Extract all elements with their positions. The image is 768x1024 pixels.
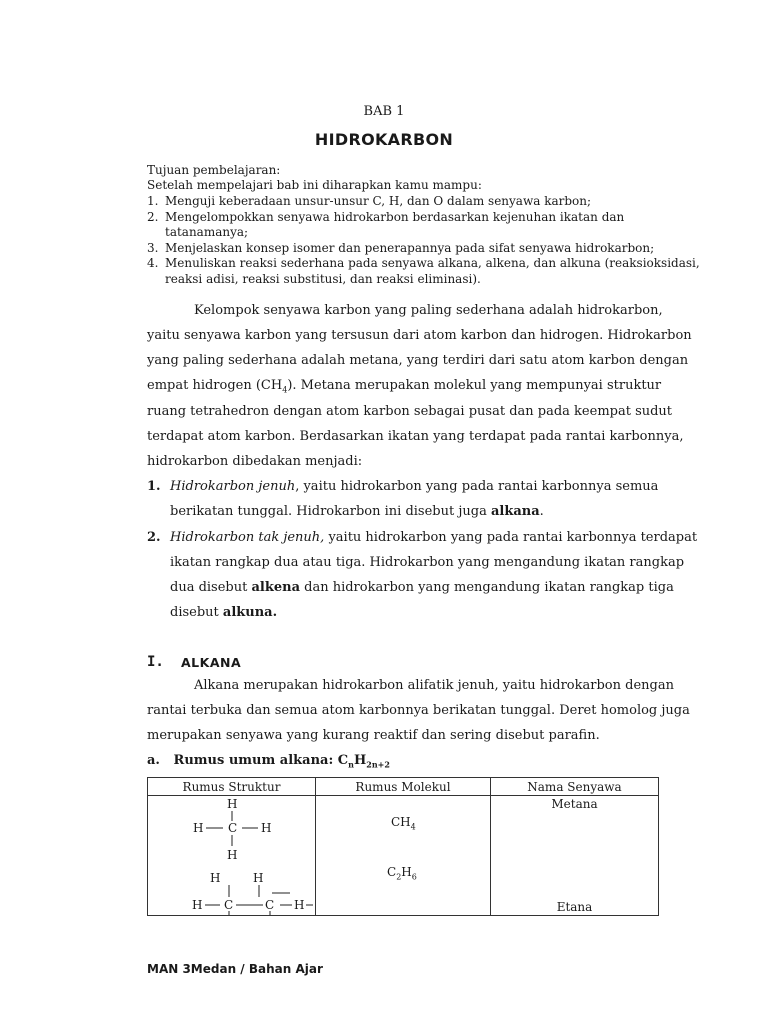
header-structure: Rumus Struktur [148,778,316,796]
list-item-line: dua disebut alkena dan hidrokarbon yang mengandung ikatan rangkap tiga [170,580,674,595]
ethane-formula: $C_2H_6$ [387,865,417,882]
methane-name: Metana [551,797,598,811]
section-title: ALKANA [181,655,242,670]
atom-h: H [261,821,272,835]
list-item-line: disebut alkuna. [170,605,278,620]
list-item-line: Hidrokarbon jenuh, yaitu hidrokarbon yang pada rantai karbonnya semua [170,479,659,494]
atom-c: C [265,898,275,912]
objective-item: 1. Menguji keberadaan unsur-unsur C, H, dan O dalam senyawa karbon; [147,194,592,208]
alkane-table [147,777,659,916]
paragraph-line: yang paling sederhana adalah metana, yang terdiri dari satu atom karbon dengan [147,353,689,368]
atom-h: H [193,821,204,835]
paragraph-line: ruang tetrahedron dengan atom karbon sebagai pusat dan pada keempat sudut [147,404,673,419]
list-number: 1. [147,479,161,494]
objective-item-cont: tatanamanya; [165,225,249,239]
atom-h: H [227,848,238,862]
general-formula: a. Rumus umum alkana: $C_nH_{2n+2}$ [147,753,390,770]
molecular-cell [316,796,491,916]
name-cell [491,796,659,916]
structure-cell [148,796,316,916]
objective-item: 3. Menjelaskan konsep isomer dan penerapannya pada sifat senyawa hidrokarbon; [147,241,655,255]
page-footer: MAN 3Medan / Bahan Ajar [147,962,323,976]
bond-lines [148,796,315,915]
list-item-line: berikatan tunggal. Hidrokarbon ini disebut juga alkana. [170,504,544,519]
paragraph-line: merupakan senyawa yang kurang reaktif dan sering disebut parafin. [147,728,600,743]
paragraph-line: Kelompok senyawa karbon yang paling sederhana adalah hidrokarbon, [194,303,663,318]
paragraph-line: yaitu senyawa karbon yang tersusun dari atom karbon dan hidrogen. Hidrokarbon [147,328,692,343]
section-number: I. [147,654,164,670]
objectives-heading: Tujuan pembelajaran: [147,163,281,177]
objective-item: 2. Mengelompokkan senyawa hidrokarbon berdasarkan kejenuhan ikatan dan [147,210,625,224]
atom-h: H [210,871,221,885]
list-item-line: ikatan rangkap dua atau tiga. Hidrokarbon yang mengandung ikatan rangkap [170,555,685,570]
paragraph-line: terdapat atom karbon. Berdasarkan ikatan yang terdapat pada rantai karbonnya, [147,429,684,444]
ethane-name: Etana [556,900,593,914]
paragraph-line: Alkana merupakan hidrokarbon alifatik jenuh, yaitu hidrokarbon dengan [194,678,674,693]
objective-item: 4. Menuliskan reaksi sederhana pada senyawa alkana, alkena, dan alkuna (reaksioksidasi, [147,256,700,270]
objective-item-cont: reaksi adisi, reaksi substitusi, dan reaksi eliminasi). [165,272,481,286]
atom-h: H [227,797,238,811]
atom-h: H [253,871,264,885]
header-name: Nama Senyawa [491,778,659,796]
atom-h: H [192,898,203,912]
atom-h: H [294,898,305,912]
header-molecular: Rumus Molekul [316,778,491,796]
atom-c: C [224,898,234,912]
page-title: HIDROKARBON [314,130,454,149]
list-number: 2. [147,530,161,545]
objectives-intro: Setelah mempelajari bab ini diharapkan kamu mampu: [147,178,482,192]
methane-formula: $CH_4$ [391,815,416,832]
paragraph-line: empat hidrogen $(CH_4)$. Metana merupakan molekul yang mempunyai struktur [147,378,662,395]
chapter-label: BAB 1 [363,104,405,119]
list-item-line: Hidrokarbon tak jenuh, yaitu hidrokarbon yang pada rantai karbonnya terdapat [170,530,698,545]
paragraph-line: hidrokarbon dibedakan menjadi: [147,454,363,469]
paragraph-line: rantai terbuka dan semua atom karbonnya berikatan tunggal. Deret homolog juga [147,703,690,718]
atom-c: C [228,821,238,835]
